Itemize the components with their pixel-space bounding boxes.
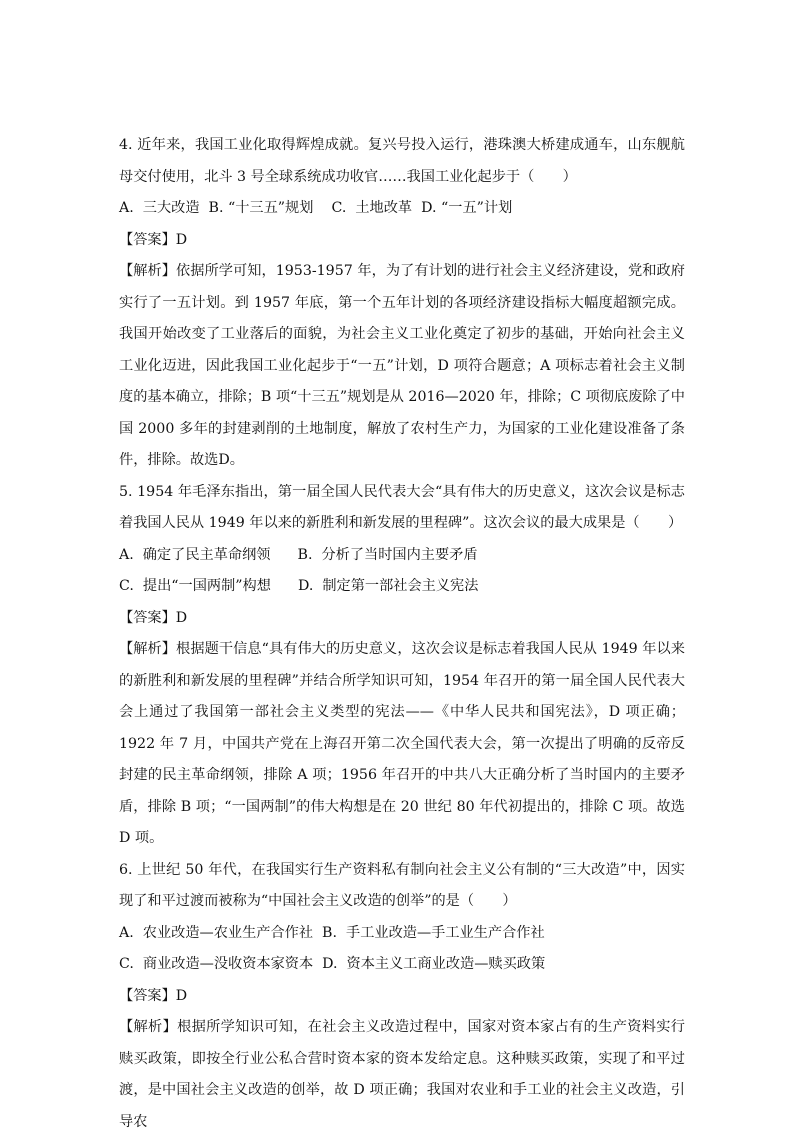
question-4-options: A. 三大改造 B. “十三五”规划 C. 土地改革 D. “一五”计划 [119, 193, 685, 225]
question-5-analysis: 【解析】根据题干信息“具有伟大的历史意义，这次会议是标志着我国人民从 1949 年以来的新胜利和新发展的里程碑”并结合所学知识可知，1954 年召开的第一届全国人民代表大会上通过了我国第一部社会主义类型的宪法——《中华人民共和国宪法》，D 项正确；1922 年 7 月，中国共产党在上海召开第二次全国代表大会，第一次提出了明确的反帝反封建的民主革命纲领，排除 A 项；1956 年召开的中共八大正确分析了当时国内的主要矛盾，排除 B 项；“一国两制”的伟大构想是在 20 世纪 80 年代初提出的，排除 C 项。故选 D 项。 [119, 634, 685, 855]
question-6 [119, 855, 685, 1138]
question-5-stem: 5. 1954 年毛泽东指出，第一届全国人民代表大会“具有伟大的历史意义，这次会议是标志着我国人民从 1949 年以来的新胜利和新发展的里程碑”。这次会议的最大成果是（ ） [119, 477, 685, 540]
question-4 [119, 130, 685, 477]
question-4-answer: 【答案】D [119, 225, 685, 257]
question-5-answer: 【答案】D [119, 603, 685, 635]
question-4-analysis: 【解析】依据所学可知，1953-1957 年，为了有计划的进行社会主义经济建设，党和政府实行了一五计划。到 1957 年底，第一个五年计划的各项经济建设指标大幅度超额完成。我国开始改变了工业落后的面貌，为社会主义工业化奠定了初步的基础，开始向社会主义工业化迈进，因此我国工业化起步于“一五”计划，D 项符合题意；A 项标志着社会主义制度的基本确立，排除；B 项“十三五”规划是从 2016—2020 年，排除；C 项彻底废除了中国 2000 多年的封建剥削的土地制度，解放了农村生产力，为国家的工业化建设准备了条件，排除。故选D。 [119, 256, 685, 477]
question-5-options-line-1: A. 确定了民主革命纲领 B. 分析了当时国内主要矛盾 [119, 540, 685, 572]
question-6-analysis: 【解析】根据所学知识可知，在社会主义改造过程中，国家对资本家占有的生产资料实行赎买政策，即按全行业公私合营时资本家的资本发给定息。这种赎买政策，实现了和平过渡，是中国社会主义改造的创举，故 D 项正确；我国对农业和手工业的社会主义改造，引导农 [119, 1012, 685, 1138]
question-4-stem: 4. 近年来，我国工业化取得辉煌成就。复兴号投入运行，港珠澳大桥建成通车，山东舰航母交付使用，北斗 3 号全球系统成功收官……我国工业化起步于（ ） [119, 130, 685, 193]
question-6-answer: 【答案】D [119, 981, 685, 1013]
question-6-stem: 6. 上世纪 50 年代，在我国实行生产资料私有制向社会主义公有制的“三大改造”中，因实现了和平过渡而被称为“中国社会主义改造的创举”的是（ ） [119, 855, 685, 918]
question-6-options-line-1: A. 农业改造—农业生产合作社 B. 手工业改造—手工业生产合作社 [119, 918, 685, 950]
document-body [119, 130, 685, 1138]
question-6-options-line-2: C. 商业改造—没收资本家资本 D. 资本主义工商业改造—赎买政策 [119, 949, 685, 981]
question-5-options-line-2: C. 提出“一国两制”构想 D. 制定第一部社会主义宪法 [119, 571, 685, 603]
question-5 [119, 477, 685, 855]
